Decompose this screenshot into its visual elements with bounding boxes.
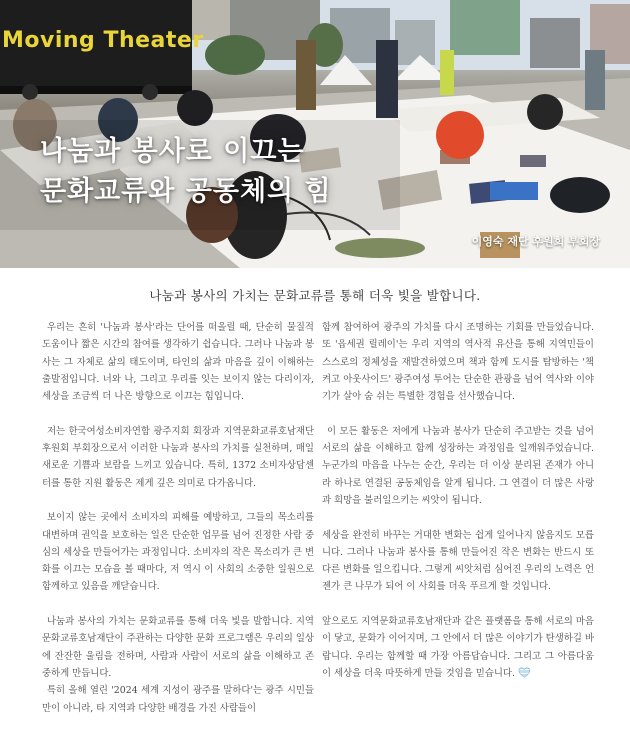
author-byline: 이영숙 재단 후원회 부회장: [471, 235, 600, 248]
paragraph: 이 모든 활동은 저에게 나눔과 봉사가 단순히 주고받는 것을 넘어 서로의 삶을 이해하고 함께 성장하는 과정임을 일깨워주었습니다. 누군가의 마음을 나누는 순간, 우리는 더 이상 분리된 존재가 아니라 하나로 연결된 공동체임을 알게 됩니다. 그 연결이 더 많은 사랑과 희망을 불러일으키는 씨앗이 됩니다.: [322, 425, 594, 506]
article-title-line-2: 문화교류와 공동체의 힘: [40, 176, 332, 207]
closing-paragraph-text: 앞으로도 지역문화교류호남재단과 같은 플랫폼을 통해 서로의 마음이 닿고, 문화가 이어지며, 그 안에서 더 많은 이야기가 탄생하길 바랍니다. 우리는 함께할 때 가장 아름답습니다. 그리고 그 아름다움이 세상을 더욱 따뜻하게 만들 것임을 믿습니다.: [322, 616, 594, 679]
right-column: [322, 319, 594, 700]
paragraph: 우리는 흔히 '나눔과 봉사'라는 단어를 떠올릴 때, 단순히 물질적 도움이나 짧은 시간의 참여를 생각하기 쉽습니다. 그러나 나눔과 봉사는 그 자체로 삶의 태도이며, 타인의 삶과 마음을 깊이 이해하는 출발점입니다. 너와 나, 그리고 우리를 잇는 보이지 않는 다리이자, 세상을 조금씩 더 나은 방향으로 이끄는 힘입니다.: [42, 322, 314, 403]
paragraph: 나눔과 봉사의 가치는 문화교류를 통해 더욱 빛을 발합니다. 지역문화교류호남재단이 주관하는 다양한 문화 프로그램은 우리의 일상에 잔잔한 울림을 전하며, 사람과 사람이 서로의 삶을 이해하고 존중하게 만듭니다.: [42, 616, 314, 679]
left-column: [42, 319, 314, 734]
closing-paragraph: [322, 613, 594, 682]
paragraph: 함께 참여하여 광주의 가치를 다시 조명하는 기회를 만들었습니다. 또 '읍세권 릴레이'는 우리 지역의 역사적 유산을 통해 지역민들이 스스로의 정체성을 재발견하였으며 책과 함께 도시를 탐방하는 '책 켜고 아웃사이드' 광주여성 투어는 단순한 관광을 넘어 역사와 이야기가 살아 숨 쉬는 특별한 경험을 선사했습니다.: [322, 322, 594, 403]
article-title: [40, 132, 332, 212]
paragraph: 보이지 않는 곳에서 소비자의 피해를 예방하고, 그들의 목소리를 대변하며 권익을 보호하는 일은 단순한 업무를 넘어 진정한 사람 중심의 세상을 만들어가는 과정입니다. 소비자의 작은 목소리가 큰 변화를 이끄는 모습을 볼 때마다, 저 역시 이 사회의 소중한 일원으로 함께하고 있음을 깨닫습니다.: [42, 512, 314, 593]
paragraph: 특히 올해 열린 '2024 세계 지성이 광주를 말하다'는 광주 시민들만이 아니라, 타 지역과 다양한 배경을 가진 사람들이: [42, 685, 314, 714]
article-subheading: 나눔과 봉사의 가치는 문화교류를 통해 더욱 빛을 발합니다.: [149, 288, 481, 303]
heart-icon: 💙︎: [517, 667, 531, 679]
paragraph: 저는 한국여성소비자연합 광주지회 회장과 지역문화교류호남재단 후원회 부회장으로서 이러한 나눔과 봉사의 가치를 실천하며, 매일 새로운 기쁨과 보람을 느끼고 있습니다. 특히, 1372 소비자상담센터를 통한 지원 활동은 제게 깊은 의미로 다가옵니다.: [42, 425, 314, 489]
article-title-line-1: 나눔과 봉사로 이끄는: [40, 136, 305, 167]
paragraph: 세상을 완전히 바꾸는 거대한 변화는 쉽게 일어나지 않음지도 모릅니다. 그러나 나눔과 봉사를 통해 만들어진 작은 변화는 반드시 또 다른 변화를 일으킵니다. 그렇게 씨앗처럼 심어진 우리의 노력은 언젠가 큰 나무가 되어 이 사회를 더욱 푸르게 할 것입니다.: [322, 529, 594, 593]
hero-photo: [0, 0, 630, 268]
moving-theater-sign: Moving Theater: [2, 28, 204, 53]
